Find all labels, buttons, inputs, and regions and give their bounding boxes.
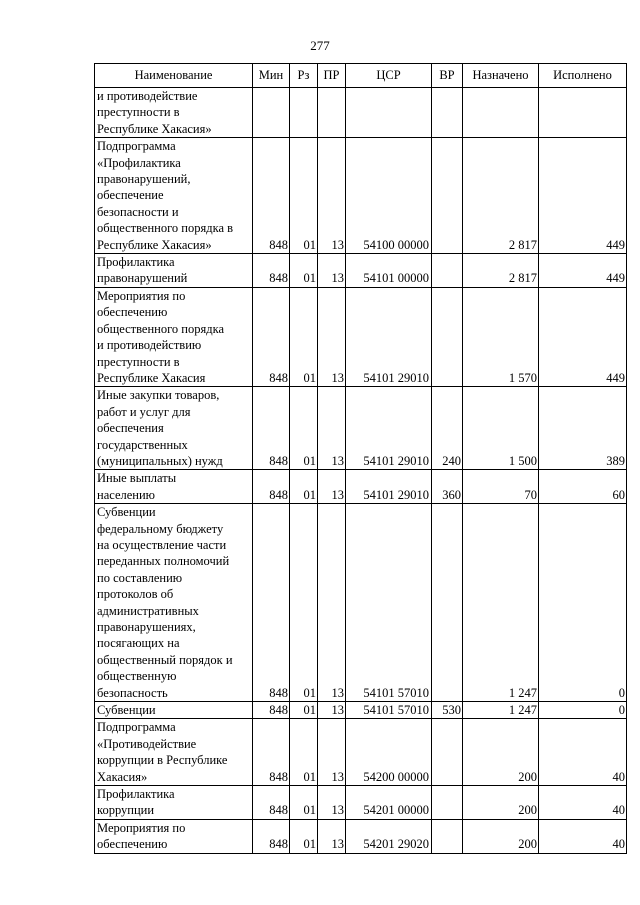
- cell-assigned: 200: [463, 786, 539, 820]
- cell-assigned: 1 570: [463, 287, 539, 386]
- cell-pr: 13: [318, 254, 346, 288]
- cell-name: [95, 470, 253, 504]
- cell-executed: 40: [539, 819, 627, 853]
- cell-csr: 54101 57010: [346, 702, 432, 719]
- header-assigned: Назначено: [463, 64, 539, 88]
- cell-name: [95, 719, 253, 786]
- cell-rz: [290, 88, 318, 138]
- cell-rz: 01: [290, 138, 318, 254]
- cell-name: [95, 702, 253, 719]
- cell-vr: [432, 719, 463, 786]
- header-rz: Рз: [290, 64, 318, 88]
- cell-csr: 54101 00000: [346, 254, 432, 288]
- cell-pr: 13: [318, 719, 346, 786]
- table-row: [95, 254, 627, 288]
- header-min: Мин: [253, 64, 290, 88]
- cell-vr: [432, 819, 463, 853]
- cell-pr: 13: [318, 387, 346, 470]
- row-name-text: Мероприятия по обеспечению общественного порядка и противодействию преступности в Республике Хакасия: [97, 288, 225, 385]
- cell-rz: 01: [290, 470, 318, 504]
- cell-min: 848: [253, 719, 290, 786]
- cell-vr: [432, 88, 463, 138]
- cell-assigned: 1 247: [463, 702, 539, 719]
- cell-assigned: 1 247: [463, 504, 539, 702]
- cell-min: 848: [253, 287, 290, 386]
- cell-rz: 01: [290, 786, 318, 820]
- row-name-text: Профилактика коррупции: [97, 787, 175, 818]
- cell-vr: [432, 138, 463, 254]
- table-row: [95, 287, 627, 386]
- cell-min: 848: [253, 819, 290, 853]
- cell-pr: 13: [318, 819, 346, 853]
- table-body: [95, 88, 627, 854]
- row-name-text: Подпрограмма «Противодействие коррупции в Республике Хакасия»: [97, 720, 228, 784]
- header-csr: ЦСР: [346, 64, 432, 88]
- table-row: [95, 88, 627, 138]
- cell-min: 848: [253, 470, 290, 504]
- cell-executed: 389: [539, 387, 627, 470]
- cell-vr: 360: [432, 470, 463, 504]
- cell-rz: 01: [290, 504, 318, 702]
- cell-name: [95, 819, 253, 853]
- cell-assigned: 1 500: [463, 387, 539, 470]
- row-name-text: Иные выплаты населению: [97, 471, 177, 502]
- budget-table: [94, 63, 627, 854]
- cell-executed: 449: [539, 138, 627, 254]
- table-row: [95, 470, 627, 504]
- cell-vr: [432, 786, 463, 820]
- cell-assigned: 2 817: [463, 138, 539, 254]
- cell-csr: 54200 00000: [346, 719, 432, 786]
- cell-csr: 54101 29010: [346, 287, 432, 386]
- cell-vr: [432, 254, 463, 288]
- table-row: [95, 786, 627, 820]
- cell-min: [253, 88, 290, 138]
- cell-name: [95, 786, 253, 820]
- cell-min: 848: [253, 138, 290, 254]
- cell-rz: 01: [290, 819, 318, 853]
- table-row: [95, 504, 627, 702]
- cell-executed: 449: [539, 254, 627, 288]
- row-name-text: Иные закупки товаров, работ и услуг для обеспечения государственных (муниципальных) нужд: [97, 388, 223, 468]
- cell-assigned: 70: [463, 470, 539, 504]
- table-row: [95, 819, 627, 853]
- row-name-text: Субвенции: [97, 703, 156, 718]
- row-name-text: Подпрограмма «Профилактика правонарушений, обеспечение безопасности и общественного порядка в Республике Хакасия»: [97, 139, 234, 252]
- cell-csr: 54101 57010: [346, 504, 432, 702]
- cell-assigned: 200: [463, 719, 539, 786]
- cell-name: [95, 387, 253, 470]
- cell-pr: 13: [318, 702, 346, 719]
- cell-pr: 13: [318, 470, 346, 504]
- cell-executed: 40: [539, 719, 627, 786]
- cell-assigned: 200: [463, 819, 539, 853]
- cell-rz: 01: [290, 287, 318, 386]
- cell-vr: [432, 504, 463, 702]
- header-row: [95, 64, 627, 88]
- cell-assigned: [463, 88, 539, 138]
- cell-name: [95, 138, 253, 254]
- cell-min: 848: [253, 254, 290, 288]
- cell-executed: 449: [539, 287, 627, 386]
- cell-name: [95, 504, 253, 702]
- cell-assigned: 2 817: [463, 254, 539, 288]
- row-name-text: Субвенции федеральному бюджету на осуществление части переданных полномочий по составлению протоколов об административных правонарушениях, посягающих на общественный порядок и общественную безопасность: [97, 505, 233, 700]
- cell-csr: 54100 00000: [346, 138, 432, 254]
- header-name: Наименование: [95, 64, 253, 88]
- page-number: 277: [310, 38, 330, 53]
- header-pr: ПР: [318, 64, 346, 88]
- cell-csr: 54101 29010: [346, 387, 432, 470]
- cell-executed: [539, 88, 627, 138]
- table-row: [95, 138, 627, 254]
- cell-executed: 40: [539, 786, 627, 820]
- cell-rz: 01: [290, 387, 318, 470]
- cell-vr: 530: [432, 702, 463, 719]
- header-executed: Исполнено: [539, 64, 627, 88]
- cell-csr: 54201 00000: [346, 786, 432, 820]
- cell-executed: 0: [539, 504, 627, 702]
- cell-name: [95, 254, 253, 288]
- cell-executed: 60: [539, 470, 627, 504]
- header-vr: ВР: [432, 64, 463, 88]
- table-row: [95, 719, 627, 786]
- cell-pr: 13: [318, 138, 346, 254]
- table-row: [95, 387, 627, 470]
- cell-min: 848: [253, 504, 290, 702]
- row-name-text: и противодействие преступности в Республике Хакасия»: [97, 89, 212, 136]
- cell-csr: 54201 29020: [346, 819, 432, 853]
- cell-vr: 240: [432, 387, 463, 470]
- cell-min: 848: [253, 387, 290, 470]
- cell-executed: 0: [539, 702, 627, 719]
- cell-rz: 01: [290, 254, 318, 288]
- cell-name: [95, 287, 253, 386]
- cell-pr: [318, 88, 346, 138]
- table-header: [95, 64, 627, 88]
- cell-csr: [346, 88, 432, 138]
- table-row: [95, 702, 627, 719]
- cell-pr: 13: [318, 287, 346, 386]
- cell-min: 848: [253, 786, 290, 820]
- cell-csr: 54101 29010: [346, 470, 432, 504]
- cell-vr: [432, 287, 463, 386]
- cell-rz: 01: [290, 702, 318, 719]
- cell-min: 848: [253, 702, 290, 719]
- row-name-text: Профилактика правонарушений: [97, 255, 188, 286]
- cell-pr: 13: [318, 786, 346, 820]
- row-name-text: Мероприятия по обеспечению: [97, 820, 186, 852]
- cell-rz: 01: [290, 719, 318, 786]
- cell-name: [95, 88, 253, 138]
- cell-pr: 13: [318, 504, 346, 702]
